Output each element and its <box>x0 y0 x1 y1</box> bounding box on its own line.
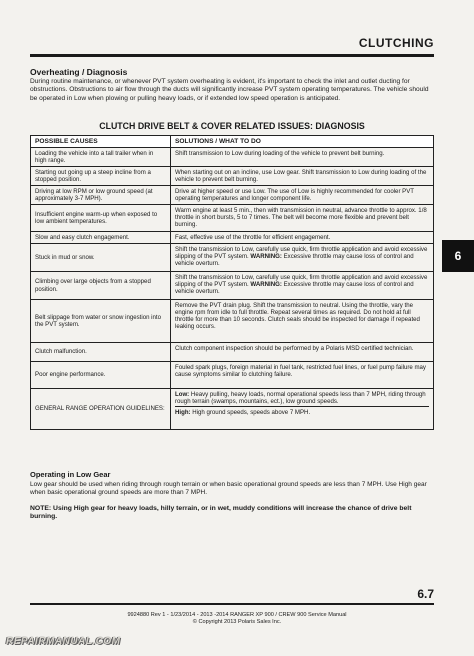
solution-cell: Remove the PVT drain plug. Shift the transmission to neutral. Using the throttle, vary the engine rpm from idle to full throttle. Repeat several times as required. Do not hold at full throttle for more than 10 seconds. Clutch seals should be inspected for damage if repeated leaking occurs. <box>175 301 420 331</box>
table-row <box>31 389 433 429</box>
table-row <box>31 186 433 205</box>
table-row <box>31 300 433 343</box>
cause-cell: GENERAL RANGE OPERATION GUIDELINES: <box>31 389 171 429</box>
solution-cell: Shift the transmission to Low, carefully use quick, firm throttle application and avoid excessive slipping of the PVT system. WARNING: Excessive throttle may cause loss of control and vehicle overturn. <box>175 245 428 267</box>
table-row <box>31 232 433 244</box>
table-row <box>31 362 433 389</box>
warning-label: WARNING: <box>250 252 282 260</box>
chapter-tab: 6 <box>442 240 474 272</box>
solution-cell: Clutch component inspection should be performed by a Polaris MSD certified technician. <box>175 344 414 352</box>
solution-cell: Fouled spark plugs, foreign material in fuel tank, restricted fuel lines, or fuel pump failure may cause symptoms similar to clutching failure. <box>175 363 426 378</box>
low-range-guideline: Low: Heavy pulling, heavy loads, normal operational speeds less than 7 MPH, riding through rough terrain (swamps, mountains, ect.), low ground speeds. <box>175 389 429 407</box>
cause-cell: Slow and easy clutch engagement. <box>31 232 171 243</box>
solution-cell: Warm engine at least 5 min., then with transmission in neutral, advance throttle to approx. 1/8 throttle in short bursts, 5 to 7 times. The belt will become more flexible and prevent belt burning. <box>175 206 427 228</box>
table-row <box>31 205 433 232</box>
high-range-guideline: High: High ground speeds, speeds above 7 MPH. <box>175 408 311 416</box>
footer-manual-info: 9924880 Rev 1 - 1/23/2014 - 2013 -2014 RANGER XP 900 / CREW 900 Service Manual <box>127 612 347 618</box>
table-row <box>31 244 433 272</box>
solution-cell: Fast, effective use of the throttle for efficient engagement. <box>175 233 331 241</box>
overheating-paragraph: During routine maintenance, or whenever PVT system overheating is evident, it's important to check the inlet and outlet ducting for obstructions. Obstructions to air flow through the ducts will significantly increase PVT system operating temperatures. The vehicle should be operated in Low when plowing or pulling heavy loads, or if extended low speed operation is anticipated. <box>30 78 429 102</box>
warning-label: WARNING: <box>250 280 282 288</box>
footer-divider <box>30 603 434 605</box>
table-header-row <box>31 136 433 148</box>
cause-cell: Stuck in mud or snow. <box>31 244 171 271</box>
solution-cell: Shift the transmission to Low, carefully use quick, firm throttle application and avoid excessive slipping of the PVT system. WARNING: Excessive throttle may cause loss of control and vehicle overturn. <box>175 273 428 295</box>
table-row <box>31 272 433 300</box>
chapter-title: CLUTCHING <box>358 36 434 50</box>
cause-cell: Driving at low RPM or low ground speed (at approximately 3-7 MPH). <box>31 186 171 204</box>
column-header-causes: POSSIBLE CAUSES <box>31 136 171 147</box>
cause-cell: Loading the vehicle into a tall trailer when in high range. <box>31 148 171 166</box>
footer-copyright: © Copyright 2013 Polaris Sales Inc. <box>192 619 282 625</box>
cause-cell: Clutch malfunction. <box>31 343 171 361</box>
cause-cell: Starting out going up a steep incline from a stopped position. <box>31 167 171 185</box>
low-gear-paragraph: Low gear should be used when riding through rough terrain or when basic operational ground speeds are less than 7 MPH. Use High gear when basic operational ground speeds are more than 7 MPH. <box>30 481 427 497</box>
cause-cell: Climbing over large objects from a stopped position. <box>31 272 171 299</box>
note-paragraph: NOTE: Using High gear for heavy loads, hilly terrain, or in wet, muddy conditions will increase the chance of drive belt burning. <box>30 505 412 521</box>
header-divider <box>30 54 434 57</box>
diagnosis-table <box>30 135 434 430</box>
table-row <box>31 148 433 167</box>
cause-cell: Insufficient engine warm-up when exposed to low ambient temperatures. <box>31 205 171 231</box>
solution-cell: When starting out on an incline, use Low gear. Shift transmission to Low during loading of the vehicle to prevent belt burning. <box>175 168 427 183</box>
table-title: CLUTCH DRIVE BELT & COVER RELATED ISSUES: DIAGNOSIS <box>99 121 365 131</box>
solution-cell: Shift transmission to Low during loading of the vehicle to prevent belt burning. <box>175 149 385 157</box>
cause-cell: Belt slippage from water or snow ingestion into the PVT system. <box>31 300 171 342</box>
watermark-logo: REPAIRMANUAL.COM <box>6 636 121 647</box>
table-row <box>31 167 433 186</box>
solution-cell: Drive at higher speed or use Low. The use of Low is highly recommended for cooler PVT operating temperatures and longer component life. <box>175 187 414 202</box>
low-gear-heading: Operating in Low Gear <box>30 470 111 479</box>
page-number: 6.7 <box>417 587 434 601</box>
cause-cell: Poor engine performance. <box>31 362 171 388</box>
table-row <box>31 343 433 362</box>
overheating-heading: Overheating / Diagnosis <box>30 67 128 77</box>
column-header-solutions: SOLUTIONS / WHAT TO DO <box>175 138 261 145</box>
solution-cell <box>171 389 433 429</box>
